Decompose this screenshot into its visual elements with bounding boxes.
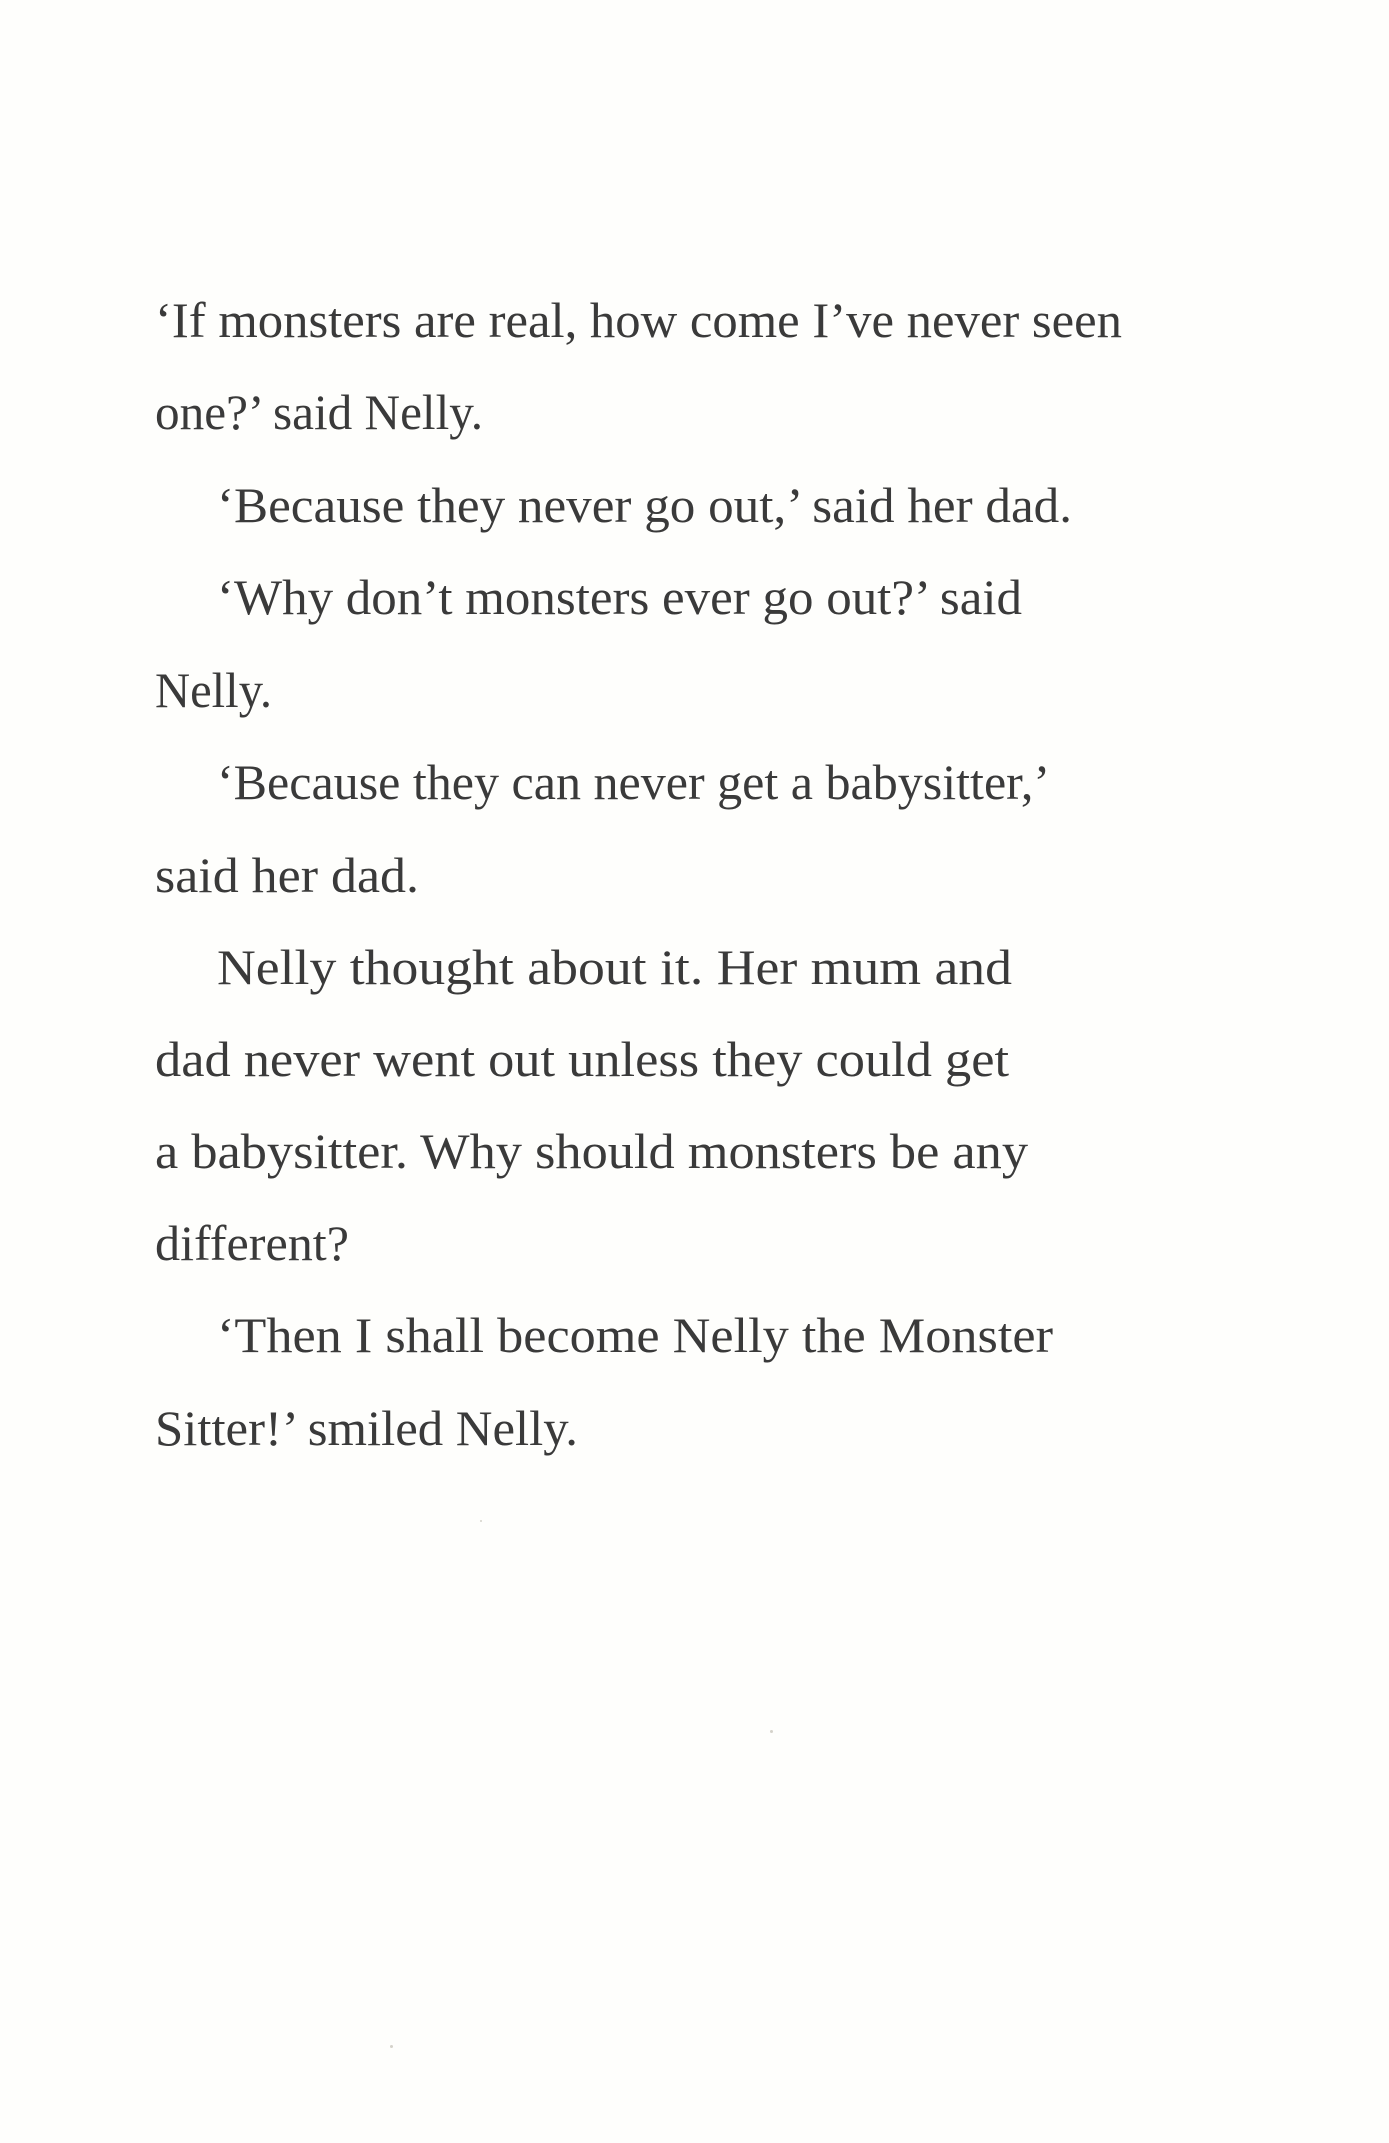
text-line: a babysitter. Why should monsters be any: [155, 1123, 1029, 1179]
text-line: Nelly thought about it. Her mum and: [217, 939, 1013, 995]
text-line: different?: [155, 1215, 350, 1271]
text-line: one?’ said Nelly.: [155, 384, 484, 440]
text-line: ‘If monsters are real, how come I’ve never seen: [155, 292, 1122, 348]
text-line: Nelly.: [155, 662, 272, 718]
text-line: dad never went out unless they could get: [155, 1031, 1010, 1087]
text-line: said her dad.: [155, 847, 420, 903]
text-line: ‘Because they never go out,’ said her dad.: [217, 477, 1072, 533]
scan-speck: [770, 1730, 773, 1733]
text-line: Sitter!’ smiled Nelly.: [155, 1400, 578, 1456]
scan-speck: [390, 2045, 393, 2048]
text-line: ‘Because they can never get a babysitter,’: [217, 754, 1050, 810]
text-line: ‘Then I shall become Nelly the Monster: [217, 1307, 1053, 1363]
text-line: ‘Why don’t monsters ever go out?’ said: [217, 569, 1023, 625]
scan-speck: [480, 1520, 482, 1522]
